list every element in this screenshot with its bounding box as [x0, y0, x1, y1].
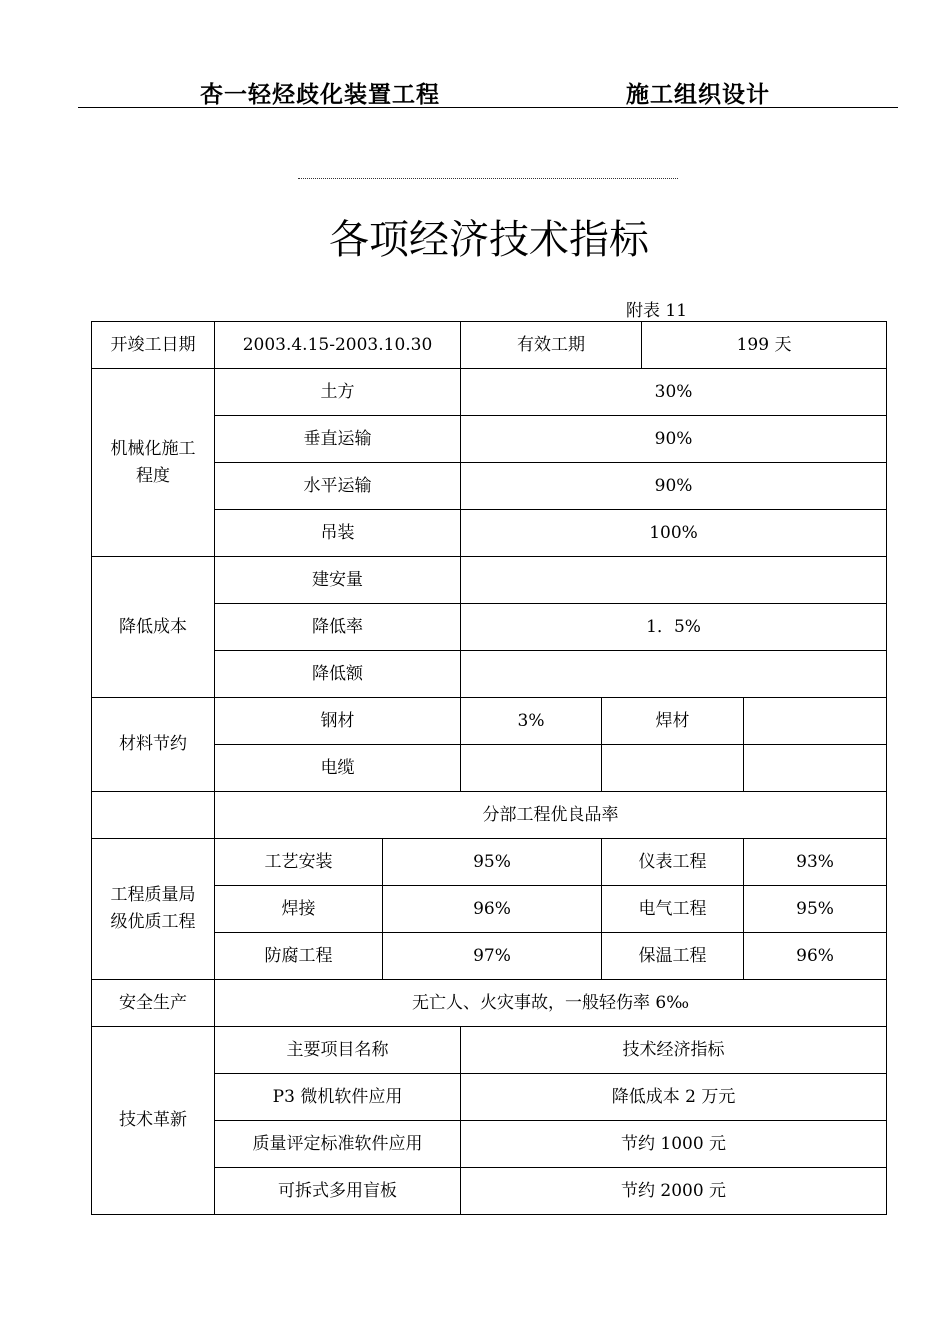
tech-value: 节约 1000 元 — [461, 1121, 887, 1168]
quality-label: 工程质量局 级优质工程 — [92, 839, 215, 980]
table-row — [92, 698, 887, 745]
effective-period-value: 199 天 — [642, 322, 887, 369]
quality-value: 96% — [383, 886, 602, 933]
quality-item: 工艺安装 — [215, 839, 383, 886]
period-value: 2003.4.15-2003.10.30 — [215, 322, 461, 369]
material-item-weld: 焊材 — [602, 698, 744, 745]
page-title: 各项经济技术指标 — [329, 217, 649, 263]
table-row — [92, 557, 887, 604]
header-doc-type: 施工组织设计 — [626, 82, 770, 108]
quality-value: 96% — [744, 933, 887, 980]
table-row — [92, 369, 887, 416]
dotted-separator — [298, 178, 678, 179]
quality-item: 防腐工程 — [215, 933, 383, 980]
tech-item: P3 微机软件应用 — [215, 1074, 461, 1121]
header-project-name: 杏一轻烃歧化装置工程 — [200, 82, 440, 108]
material-item-cable: 电缆 — [215, 745, 461, 792]
table-row — [92, 322, 887, 369]
quality-value: 93% — [744, 839, 887, 886]
quality-item: 焊接 — [215, 886, 383, 933]
empty-cell — [92, 792, 215, 839]
mech-value: 30% — [461, 369, 887, 416]
quality-item: 仪表工程 — [602, 839, 744, 886]
quality-value: 95% — [744, 886, 887, 933]
mech-item: 吊装 — [215, 510, 461, 557]
material-value-steel: 3% — [461, 698, 602, 745]
material-saving-label: 材料节约 — [92, 698, 215, 792]
quality-value: 95% — [383, 839, 602, 886]
tech-item: 可拆式多用盲板 — [215, 1168, 461, 1215]
material-item-steel: 钢材 — [215, 698, 461, 745]
table-row — [92, 792, 887, 839]
cost-item: 降低额 — [215, 651, 461, 698]
mech-value: 90% — [461, 463, 887, 510]
quality-item: 电气工程 — [602, 886, 744, 933]
quality-value: 97% — [383, 933, 602, 980]
safety-value: 无亡人、火灾事故，一般轻伤率 6‰ — [215, 980, 887, 1027]
material-empty-cell — [744, 745, 887, 792]
cost-item: 降低率 — [215, 604, 461, 651]
cost-value — [461, 651, 887, 698]
period-label: 开竣工日期 — [92, 322, 215, 369]
mechanization-label: 机械化施工 程度 — [92, 369, 215, 557]
mech-item: 水平运输 — [215, 463, 461, 510]
material-value-weld — [744, 698, 887, 745]
cost-value — [461, 557, 887, 604]
cost-value: 1．5% — [461, 604, 887, 651]
quality-header: 分部工程优良品率 — [215, 792, 887, 839]
cost-item: 建安量 — [215, 557, 461, 604]
cost-reduction-label: 降低成本 — [92, 557, 215, 698]
mech-value: 90% — [461, 416, 887, 463]
mech-value: 100% — [461, 510, 887, 557]
effective-period-label: 有效工期 — [461, 322, 642, 369]
material-value-cable — [461, 745, 602, 792]
header-rule — [78, 107, 898, 108]
material-empty-cell — [602, 745, 744, 792]
tech-value: 节约 2000 元 — [461, 1168, 887, 1215]
indicator-table — [91, 321, 887, 1215]
quality-item: 保温工程 — [602, 933, 744, 980]
table-row — [92, 839, 887, 886]
tech-innovation-label: 技术革新 — [92, 1027, 215, 1215]
mech-item: 垂直运输 — [215, 416, 461, 463]
table-number: 附表 11 — [626, 301, 688, 321]
tech-col-header: 主要项目名称 — [215, 1027, 461, 1074]
table-row — [92, 980, 887, 1027]
mech-item: 土方 — [215, 369, 461, 416]
tech-value: 降低成本 2 万元 — [461, 1074, 887, 1121]
safety-label: 安全生产 — [92, 980, 215, 1027]
tech-item: 质量评定标准软件应用 — [215, 1121, 461, 1168]
tech-col-header: 技术经济指标 — [461, 1027, 887, 1074]
table-row — [92, 1027, 887, 1074]
